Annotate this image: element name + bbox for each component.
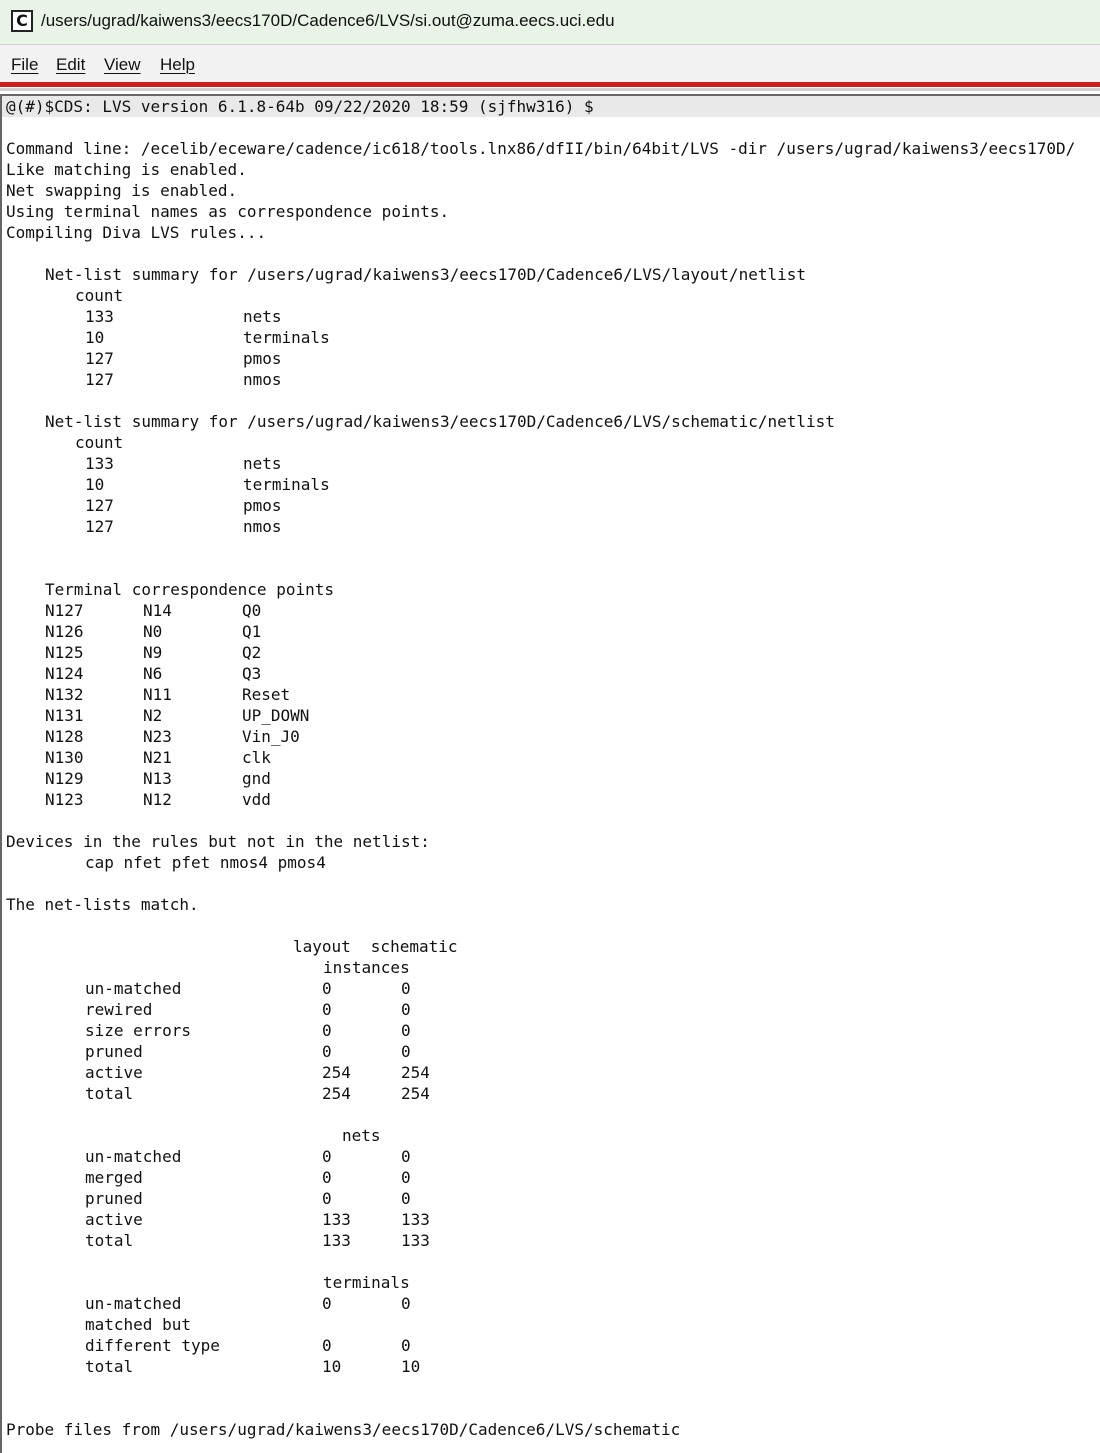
terminal-row: N130 N21 clk (45, 748, 271, 767)
schematic-netlist-summary-title: Net-list summary for /users/ugrad/kaiwens3/eecs170D/Cadence6/LVS/schematic/netlist (45, 412, 835, 431)
stats-row: un-matched 0 0 (85, 1147, 411, 1166)
terminal-names-line: Using terminal names as correspondence points. (6, 202, 450, 221)
terminals-title: terminals (323, 1273, 410, 1292)
matched-but-label: matched but (85, 1315, 191, 1334)
summary-row: 127 nmos (85, 370, 282, 389)
terminal-row: N132 N11 Reset (45, 685, 291, 704)
log-header-line: @(#)$CDS: LVS version 6.1.8-64b 09/22/2020 18:59 (sjfhw316) $ (2, 96, 1100, 117)
nets-title: nets (342, 1126, 381, 1145)
terminal-row: N127 N14 Q0 (45, 601, 262, 620)
summary-row: 133 nets (85, 307, 282, 326)
devices-list: cap nfet pfet nmos4 pmos4 (85, 853, 326, 872)
terminal-row: N125 N9 Q2 (45, 643, 262, 662)
cadence-app-icon[interactable]: C (11, 10, 33, 32)
stats-row: total 10 10 (85, 1357, 421, 1376)
menu-file[interactable]: File (11, 55, 39, 74)
stats-row: pruned 0 0 (85, 1042, 411, 1061)
summary-row: 127 nmos (85, 517, 282, 536)
net-swapping-line: Net swapping is enabled. (6, 181, 238, 200)
stats-row: active 254 254 (85, 1063, 430, 1082)
terminal-row: N124 N6 Q3 (45, 664, 262, 683)
devices-header: Devices in the rules but not in the netlist: (6, 832, 430, 851)
stats-row: merged 0 0 (85, 1168, 411, 1187)
summary-row: 127 pmos (85, 496, 282, 515)
terminal-row: N129 N13 gnd (45, 769, 271, 788)
divider-red (0, 82, 1100, 87)
stats-row: total 254 254 (85, 1084, 430, 1103)
terminal-row: N128 N23 Vin_J0 (45, 727, 300, 746)
menu-view[interactable]: View (104, 55, 141, 74)
command-line: Command line: /ecelib/eceware/cadence/ic618/tools.lnx86/dfII/bin/64bit/LVS -dir /users/ugrad/kaiwens3/eecs170D/ (6, 139, 1076, 158)
stats-row: un-matched 0 0 (85, 1294, 411, 1313)
terminal-row: N123 N12 vdd (45, 790, 271, 809)
stats-row: size errors 0 0 (85, 1021, 411, 1040)
stats-row: active 133 133 (85, 1210, 430, 1229)
summary-row: 10 terminals (85, 328, 330, 347)
stats-row: rewired 0 0 (85, 1000, 411, 1019)
terminal-points-title: Terminal correspondence points (45, 580, 334, 599)
divider-grey (0, 88, 1100, 91)
instances-title: instances (323, 958, 410, 977)
compiling-line: Compiling Diva LVS rules... (6, 223, 267, 242)
terminal-row: N131 N2 UP_DOWN (45, 706, 310, 725)
stats-row: pruned 0 0 (85, 1189, 411, 1208)
stats-row: different type 0 0 (85, 1336, 411, 1355)
summary-row: 10 terminals (85, 475, 330, 494)
summary-row: 127 pmos (85, 349, 282, 368)
title-bar (0, 0, 1100, 45)
log-text-area[interactable] (0, 94, 1100, 1453)
summary-row: 133 nets (85, 454, 282, 473)
count-label: count (75, 433, 124, 452)
count-label: count (75, 286, 124, 305)
terminal-row: N126 N0 Q1 (45, 622, 262, 641)
layout-netlist-summary-title: Net-list summary for /users/ugrad/kaiwens3/eecs170D/Cadence6/LVS/layout/netlist (45, 265, 806, 284)
menu-edit[interactable]: Edit (56, 55, 86, 74)
probe-files-line: Probe files from /users/ugrad/kaiwens3/eecs170D/Cadence6/LVS/schematic (6, 1420, 681, 1439)
menu-bar (0, 45, 1100, 82)
menu-help[interactable]: Help (160, 55, 195, 74)
match-result: The net-lists match. (6, 895, 199, 914)
like-matching-line: Like matching is enabled. (6, 160, 247, 179)
stats-row: un-matched 0 0 (85, 979, 411, 998)
stats-column-headers: layout schematic (293, 937, 458, 956)
stats-row: total 133 133 (85, 1231, 430, 1250)
window-title: /users/ugrad/kaiwens3/eecs170D/Cadence6/LVS/si.out@zuma.eecs.uci.edu (41, 11, 615, 30)
